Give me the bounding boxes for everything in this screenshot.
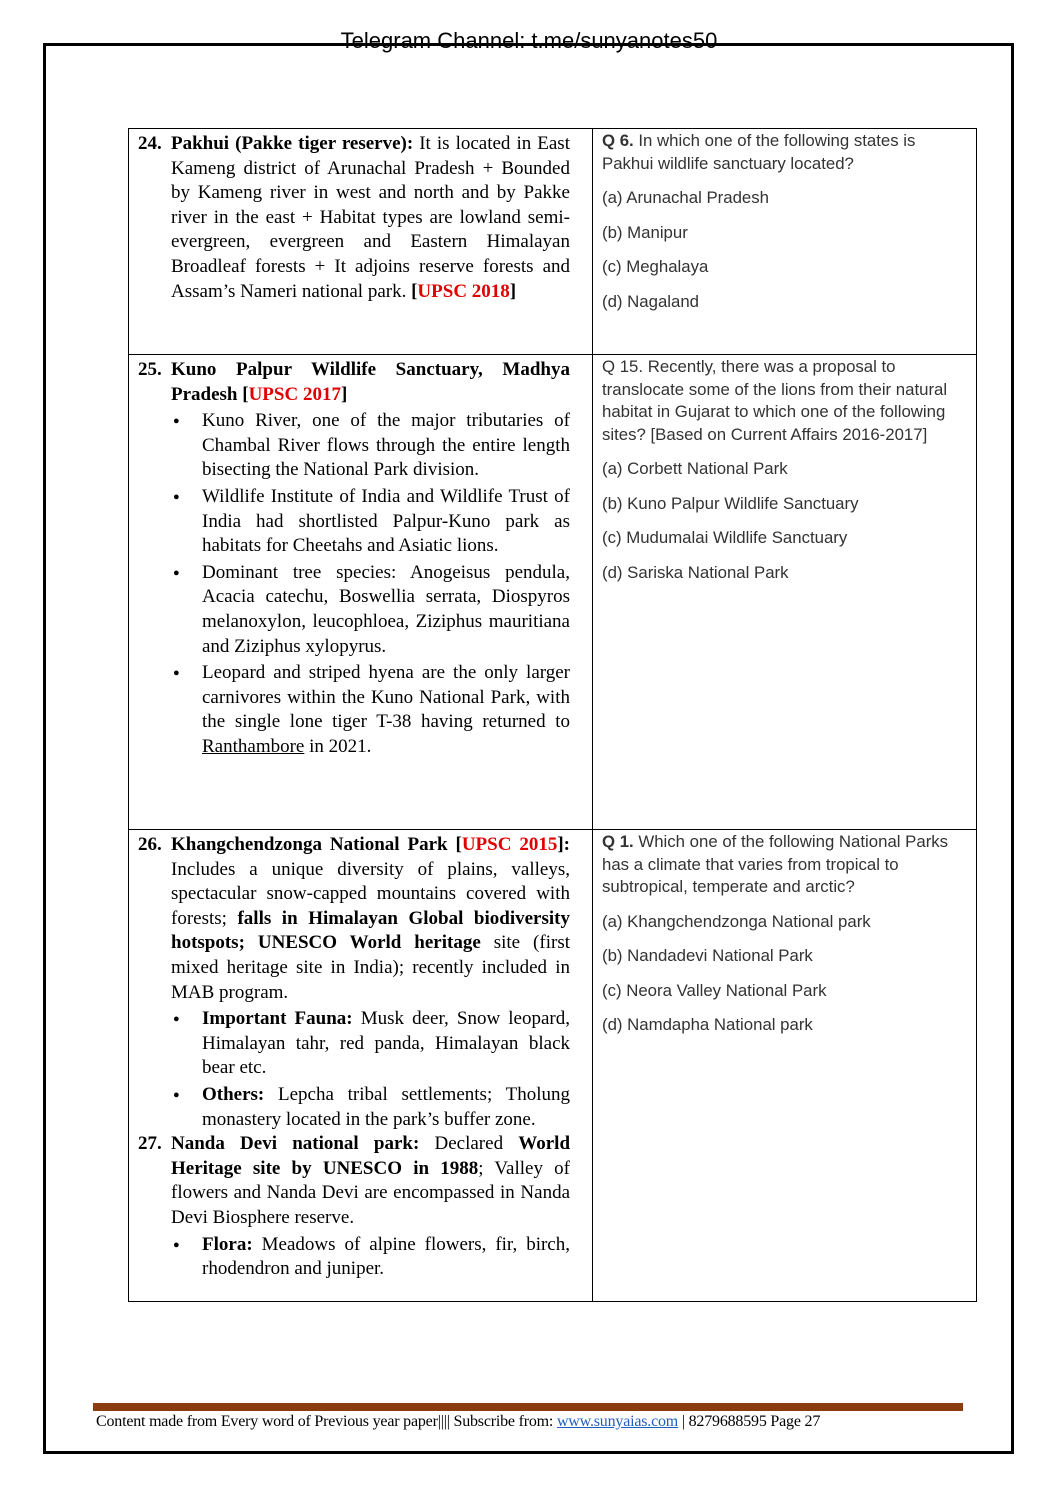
bullet-item [171,1007,570,1081]
text-segment: ; Valley of flowers and Nanda Devi are encompassed in Nanda Devi Biosphere reserve. [171,1157,570,1228]
entry-text [202,409,570,483]
text-segment: World Heritage site by UNESCO in 1988 [171,1133,571,1179]
question-cell [593,355,977,830]
bullet-icon: ● [173,1013,180,1026]
answer-option: (a) Khangchendzonga National park [602,911,871,931]
text-segment: Lepcha tribal settlements; Tholung monastery located in the park’s buffer zone. [202,1083,570,1130]
answer-option: (d) Nagaland [602,291,700,311]
question-cell [593,129,977,355]
bullet-item [171,1233,570,1282]
table-row [129,355,977,830]
text-segment: in 2021. [304,735,372,757]
question-number: Q 1. [602,832,634,851]
footer-bar [93,1403,963,1411]
answer-option: (b) Kuno Palpur Wildlife Sanctuary [602,493,859,513]
entry-number: 26. [138,834,162,855]
entry-text [171,132,570,304]
question-text [602,831,966,899]
notes-cell [129,830,593,1302]
text-segment: Musk deer, Snow leopard, Himalayan tahr, red panda, Himalayan black bear etc. [202,1008,570,1079]
notes-cell [129,355,593,830]
telegram-header: Telegram Channel: t.me/sunyanotes50 [340,28,718,53]
question-text [602,130,966,175]
entry-text [202,1007,570,1081]
entry-number: 27. [138,1133,162,1155]
question-body: In which one of the following states is Pakhui wildlife sanctuary located? [602,131,916,173]
entry-text [202,1083,570,1132]
bullet-icon: ● [173,566,180,579]
table-row [129,830,977,1302]
text-segment: Dominant tree species: Anogeisus pendula, Acacia catechu, Boswellia serrata, Diospyros melanoxylon, leucophloea, Ziziphus mauritiana and Ziziphus xylopyrus. [202,561,570,657]
bullet-item [171,485,570,559]
entry-text [202,661,570,759]
table-row [129,129,977,355]
text-segment: It is located in East Kameng district of Arunachal Pradesh + Bounded by Kameng river in west and north and by Pakke river in the east + Habitat types are lowland semi-evergreen, evergreen and Eastern Himalayan Broadleaf forests + It adjoins reserve forests and Assam’s Nameri national park. [171,133,570,302]
bullet-item [171,661,570,759]
text-segment: ]: [557,834,570,855]
entry-number: 25. [138,359,162,380]
answer-option: (b) Nandadevi National Park [602,946,813,965]
entry-text [202,1233,570,1282]
text-segment: site (first mixed heritage site in India); recently included in MAB program. [171,932,570,1003]
entry-text [171,1132,570,1230]
text-segment: [ [411,280,418,302]
numbered-entry [138,358,570,407]
entry-text [202,561,570,659]
answer-option: (d) Sariska National Park [602,562,789,582]
text-segment: Others: [202,1083,265,1105]
entry-text [202,485,570,559]
text-segment: Ranthambore [202,735,305,757]
text-segment: Khangchendzonga National Park [ [171,834,462,855]
text-segment: Pakhui (Pakke tiger reserve): [171,133,414,154]
text-segment: Kuno Palpur Wildlife Sanctuary, Madhya Pradesh [ [171,359,570,405]
text-segment: Meadows of alpine flowers, fir, birch, rhodendron and juniper. [202,1233,570,1280]
entry-text [171,833,570,1005]
numbered-entry [138,1132,570,1230]
text-segment: UPSC 2017 [248,383,341,405]
numbered-entry [138,833,570,1005]
bullet-item [171,561,570,659]
text-segment: Nanda Devi national park: [171,1133,420,1155]
text-segment: Flora: [202,1233,253,1255]
question-body: Q 15. Recently, there was a proposal to translocate some of the lions from their natural habitat in Gujarat to which one of the following sites? [Based on Current Affairs 2016-2017] [602,357,948,444]
answer-option: (c) Neora Valley National Park [602,980,827,1000]
answer-option: (a) Corbett National Park [602,459,788,478]
footer-contact-page: | 8279688595 Page 27 [678,1413,821,1430]
answer-option: (d) Namdapha National park [602,1015,813,1034]
notes-cell [129,129,593,355]
bullet-icon: ● [173,415,180,428]
text-segment: UPSC 2015 [461,834,558,855]
bullet-item [171,409,570,483]
text-segment: ] [340,383,348,405]
website-link[interactable]: www.sunyaias.com [556,1413,679,1430]
text-segment: falls in Himalayan Global biodiversity hotspots; UNESCO World heritage [171,907,570,954]
notes-table [128,128,977,1302]
question-cell [593,830,977,1302]
entry-text [171,358,570,407]
entry-number: 24. [138,133,162,154]
text-segment: ] [509,280,517,302]
numbered-entry [138,132,570,304]
text-segment: Wildlife Institute of India and Wildlife Trust of India had shortlisted Palpur-Kuno park as habitats for Cheetahs and Asiatic lions. [202,485,570,557]
answer-option: (c) Mudumalai Wildlife Sanctuary [602,528,848,547]
bullet-icon: ● [173,490,180,503]
text-segment: Leopard and striped hyena are the only larger carnivores within the Kuno National Park, with the single lone tiger T-38 having returned to [202,662,570,733]
footer [96,1413,820,1431]
bullet-icon: ● [173,1238,180,1251]
text-segment: UPSC 2018 [417,280,510,302]
bullet-icon: ● [173,667,180,680]
footer-text: Content made from Every word of Previous year paper|||| Subscribe from: [96,1413,557,1430]
bullet-icon: ● [173,1088,180,1101]
answer-option: (b) Manipur [602,222,688,242]
question-number: Q 6. [602,131,634,150]
text-segment: Kuno River, one of the major tributaries of Chambal River flows through the entire length bisecting the National Park division. [202,410,570,481]
question-text [602,356,966,446]
question-body: Which one of the following National Parks has a climate that varies from tropical to subtropical, temperate and arctic? [602,832,949,896]
text-segment: Important Fauna: [202,1008,353,1030]
answer-option: (a) Arunachal Pradesh [602,188,769,207]
bullet-item [171,1083,570,1132]
text-segment: Declared [419,1133,519,1155]
answer-option: (c) Meghalaya [602,257,709,276]
text-segment: Includes a unique diversity of plains, valleys, spectacular snow-capped mountains covered with forests; [171,858,570,929]
